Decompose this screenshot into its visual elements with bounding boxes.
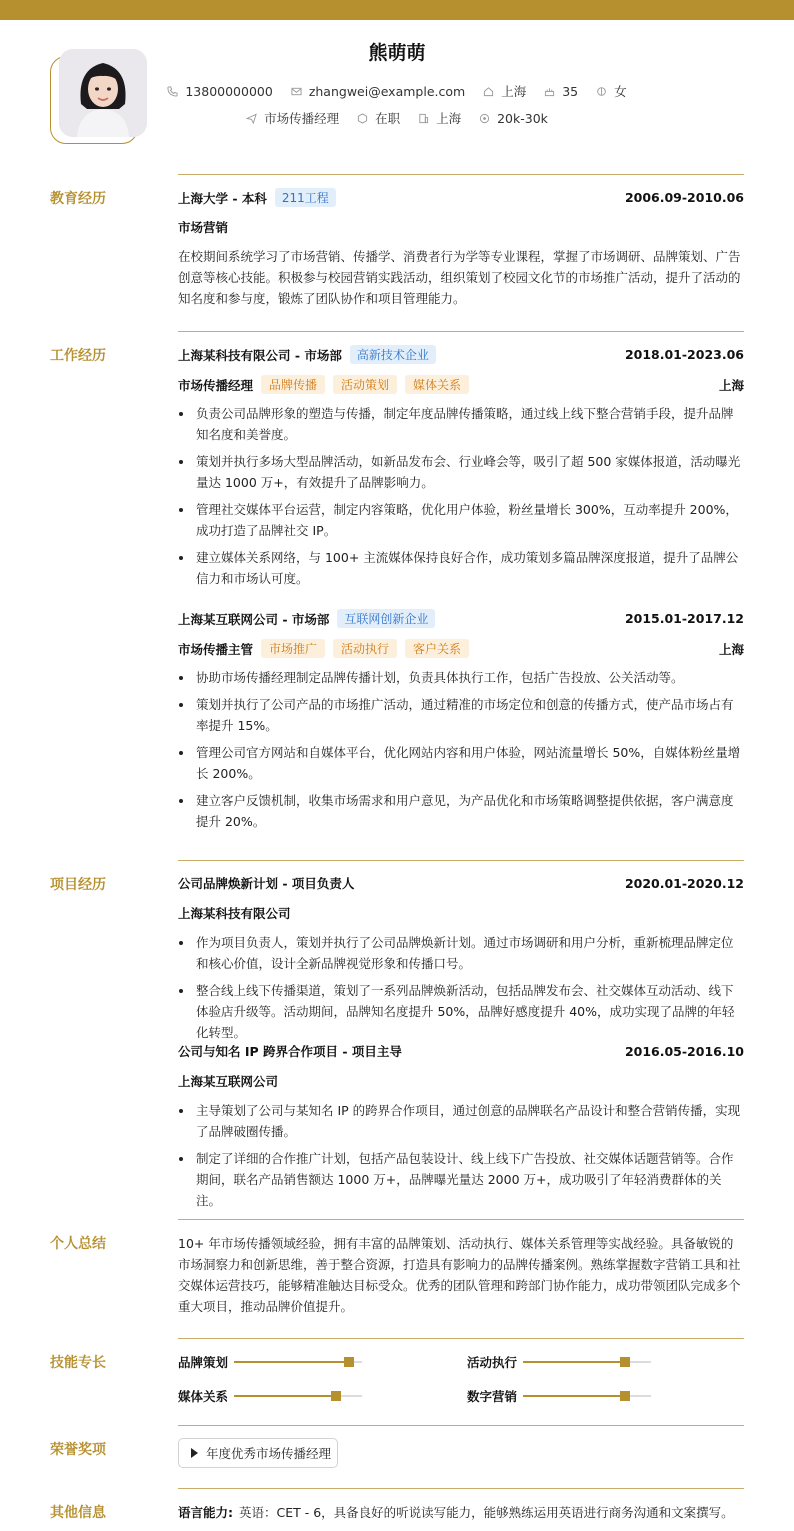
skill-item xyxy=(467,1353,651,1371)
skill-name: 数字营销 xyxy=(467,1389,518,1404)
bullet-dot xyxy=(179,751,183,755)
cake-icon xyxy=(544,86,555,97)
location-text: 上海 xyxy=(501,84,527,99)
skills-title: 技能专长 xyxy=(50,1355,106,1371)
skill-name: 活动执行 xyxy=(467,1355,518,1370)
skill-item xyxy=(178,1353,362,1371)
job-city: 上海 xyxy=(718,641,744,657)
job-bullet: 建立客户反馈机制，收集市场需求和用户意见，为产品优化和市场策略调整提供依据，客户满意度提升 20%。 xyxy=(196,793,734,829)
education-desc: 在校期间系统学习了市场营销、传播学、消费者行为学等专业课程，掌握了市场调研、品牌策划、广告创意等核心技能。积极参与校园营销实践活动，组织策划了校园文化节的市场推广活动，提升了活动的知名度和参与度，锻炼了团队协作和项目管理能力。 xyxy=(178,249,741,306)
job-city: 上海 xyxy=(718,377,744,393)
status-icon xyxy=(357,113,368,124)
divider xyxy=(178,1219,744,1220)
skill-bar xyxy=(234,1361,362,1363)
education-header xyxy=(178,188,744,207)
status-text: 在职 xyxy=(375,111,401,126)
skill-knob xyxy=(620,1391,630,1401)
divider xyxy=(178,331,744,332)
project-date: 2016.05-2016.10 xyxy=(624,1043,744,1059)
skill-name: 品牌策划 xyxy=(178,1355,229,1370)
language-label: 语言能力: xyxy=(178,1505,233,1520)
job-bullet: 策划并执行了公司产品的市场推广活动，通过精准的市场定位和创意的传播方式，使产品市场占有率提升 15%。 xyxy=(196,697,734,733)
play-icon xyxy=(191,1448,198,1458)
divider xyxy=(178,1338,744,1339)
email-text: zhangwei@example.com xyxy=(308,83,466,99)
school-name: 上海大学 - 本科 xyxy=(178,190,267,206)
project-bullet: 制定了详细的合作推广计划，包括产品包装设计、线上线下广告投放、社交媒体话题营销等。合作期间，联名产品销售额达 1000 万+，品牌曝光量达 2000 万+，成功吸引了年轻消费群体的关注。 xyxy=(196,1151,734,1208)
project-org-row xyxy=(178,1072,744,1090)
award-item[interactable] xyxy=(178,1438,338,1468)
bullet-dot xyxy=(179,676,183,680)
divider xyxy=(178,174,744,175)
target-job-text: 市场传播经理 xyxy=(264,111,340,126)
skill-item xyxy=(178,1387,362,1405)
mail-icon xyxy=(291,86,302,97)
job-tag: 客户关系 xyxy=(405,639,469,658)
project-bullet: 整合线上线下传播渠道，策划了一系列品牌焕新活动，包括品牌发布会、社交媒体互动活动、线下体验店升级等。活动期间，品牌知名度提升 50%，品牌好感度提升 40%，成功实现了品牌的年轻化转型。 xyxy=(196,983,735,1040)
skill-bar xyxy=(234,1395,362,1397)
bullet-dot xyxy=(179,460,183,464)
project-bullet: 作为项目负责人，策划并执行了公司品牌焕新计划。通过市场调研和用户分析，重新梳理品牌定位和核心价值，设计全新品牌视觉形象和传播口号。 xyxy=(196,935,734,971)
company-name: 上海某科技有限公司 - 市场部 xyxy=(178,347,342,363)
other-title: 其他信息 xyxy=(50,1505,106,1521)
job-date: 2018.01-2023.06 xyxy=(624,347,744,362)
bullet-dot xyxy=(179,412,183,416)
job-tag: 媒体关系 xyxy=(405,375,469,394)
job-tag: 品牌传播 xyxy=(261,375,325,394)
job-intent-row xyxy=(0,109,794,127)
project-bullet: 主导策划了公司与某知名 IP 的跨界合作项目，通过创意的品牌联名产品设计和整合营销传播，实现了品牌破圈传播。 xyxy=(196,1103,741,1139)
skill-knob xyxy=(620,1357,630,1367)
job-tag: 市场推广 xyxy=(261,639,325,658)
project-org: 上海某互联网公司 xyxy=(178,1074,279,1089)
skill-item xyxy=(467,1387,651,1405)
target-city-text: 上海 xyxy=(436,111,462,126)
job-position-row xyxy=(178,375,744,394)
job-bullet: 策划并执行多场大型品牌活动，如新品发布会、行业峰会等，吸引了超 500 家媒体报道，活动曝光量达 1000 万+，有效提升了品牌影响力。 xyxy=(196,454,741,490)
top-accent-bar xyxy=(0,0,794,20)
honors-title: 荣誉奖项 xyxy=(50,1442,106,1458)
job-bullet: 负责公司品牌形象的塑造与传播，制定年度品牌传播策略，通过线上线下整合营销手段，提升品牌知名度和美誉度。 xyxy=(196,406,734,442)
candidate-name: 熊萌萌 xyxy=(368,42,426,64)
company-tag: 互联网创新企业 xyxy=(337,609,435,628)
job-bullet: 协助市场传播经理制定品牌传播计划，负责具体执行工作，包括广告投放、公关活动等。 xyxy=(196,670,684,685)
divider xyxy=(178,1425,744,1426)
gender-icon xyxy=(596,86,607,97)
project-org-row xyxy=(178,904,744,922)
bullet-dot xyxy=(179,703,183,707)
skill-knob xyxy=(331,1391,341,1401)
divider xyxy=(178,1488,744,1489)
skill-bar xyxy=(523,1361,651,1363)
divider xyxy=(178,860,744,861)
building-icon xyxy=(418,113,429,124)
bullet-dot xyxy=(179,1157,183,1161)
work-title: 工作经历 xyxy=(50,348,106,364)
summary-text: 10+ 年市场传播领域经验，拥有丰富的品牌策划、活动执行、媒体关系管理等实战经验。具备敏锐的市场洞察力和创新思维，善于整合资源，打造具有影响力的品牌传播案例。熟练掌握数字营销工具和社交媒体运营技巧，能够精准触达目标受众。优秀的团队管理和跨部门协作能力，成功带领团队完成多个重大项目，推动品牌价值提升。 xyxy=(178,1236,741,1314)
salary-text: 20k-30k xyxy=(497,110,548,126)
project-org: 上海某科技有限公司 xyxy=(178,906,291,921)
bullet-dot xyxy=(179,799,183,803)
project-name: 公司品牌焕新计划 - 项目负责人 xyxy=(178,876,355,891)
bullet-dot xyxy=(179,989,183,993)
job-bullet: 管理社交媒体平台运营，制定内容策略，优化用户体验，粉丝量增长 300%，互动率提升 200%，成功打造了品牌社交 IP。 xyxy=(196,502,738,538)
send-icon xyxy=(246,113,257,124)
phone-icon xyxy=(167,86,178,97)
job-date: 2015.01-2017.12 xyxy=(624,611,744,626)
company-tag: 高新技术企业 xyxy=(350,345,436,364)
skill-knob xyxy=(344,1357,354,1367)
contact-row xyxy=(0,82,794,100)
job-header xyxy=(178,345,744,364)
home-icon xyxy=(483,86,494,97)
bullet-dot xyxy=(179,508,183,512)
school-tag: 211工程 xyxy=(275,188,336,207)
company-name: 上海某互联网公司 - 市场部 xyxy=(178,611,330,627)
project-date: 2020.01-2020.12 xyxy=(624,875,744,891)
salary-icon xyxy=(479,113,490,124)
bullet-dot xyxy=(179,556,183,560)
job-position-row xyxy=(178,639,744,658)
project-name: 公司与知名 IP 跨界合作项目 - 项目主导 xyxy=(178,1044,402,1059)
project-header xyxy=(178,874,744,892)
summary-title: 个人总结 xyxy=(50,1236,106,1252)
education-title: 教育经历 xyxy=(50,191,106,207)
job-position: 市场传播主管 xyxy=(178,641,254,657)
skill-bar xyxy=(523,1395,651,1397)
phone-text: 13800000000 xyxy=(185,83,273,99)
bullet-dot xyxy=(179,941,183,945)
language-text: 英语：CET - 6，具备良好的听说读写能力，能够熟练运用英语进行商务沟通和文案撰写。 xyxy=(239,1505,734,1520)
bullet-dot xyxy=(179,1109,183,1113)
job-bullet: 管理公司官方网站和自媒体平台，优化网站内容和用户体验，网站流量增长 50%，自媒体粉丝量增长 200%。 xyxy=(196,745,741,781)
gender-text: 女 xyxy=(614,84,627,99)
education-date: 2006.09-2010.06 xyxy=(624,190,744,205)
other-info-row xyxy=(178,1503,744,1521)
age-text: 35 xyxy=(562,83,579,99)
major-name: 市场营销 xyxy=(178,220,229,235)
job-position: 市场传播经理 xyxy=(178,377,254,393)
project-header xyxy=(178,1042,744,1060)
award-name: 年度优秀市场传播经理 xyxy=(206,1446,332,1461)
projects-title: 项目经历 xyxy=(50,877,106,893)
major-row xyxy=(178,218,744,236)
job-header xyxy=(178,609,744,628)
job-bullet: 建立媒体关系网络，与 100+ 主流媒体保持良好合作，成功策划多篇品牌深度报道，提升了品牌公信力和市场认可度。 xyxy=(196,550,739,586)
job-tag: 活动策划 xyxy=(333,375,397,394)
job-tag: 活动执行 xyxy=(333,639,397,658)
skill-name: 媒体关系 xyxy=(178,1389,229,1404)
